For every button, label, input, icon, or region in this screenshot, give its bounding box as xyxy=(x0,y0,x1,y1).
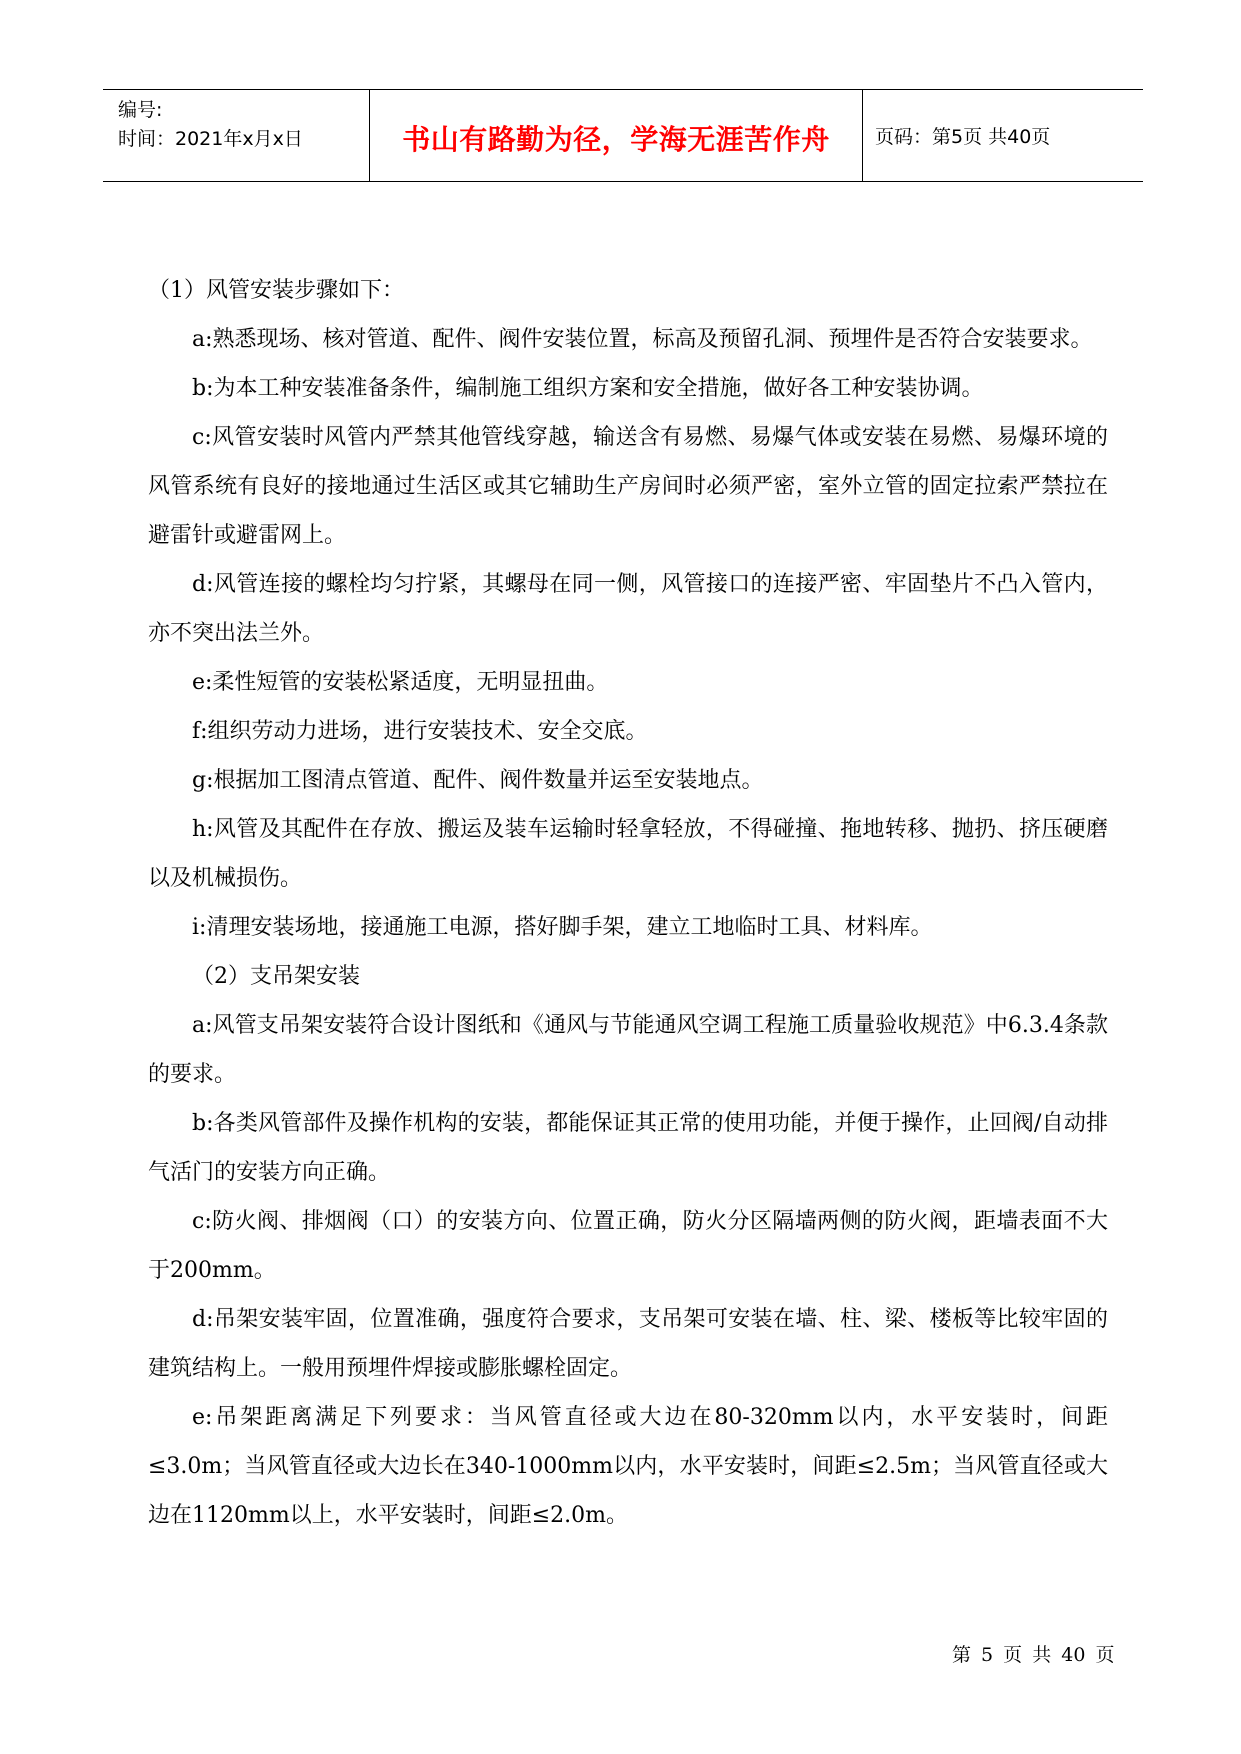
paragraph: c:风管安装时风管内严禁其他管线穿越，输送含有易燃、易爆气体或安装在易燃、易爆环境的风管系统有良好的接地通过生活区或其它辅助生产房间时必须严密，室外立管的固定拉索严禁拉在避雷针或避雷网上。 xyxy=(148,425,1108,548)
document-time-label: 时间：2021年x月x日 xyxy=(118,128,303,150)
header-meta xyxy=(103,90,370,181)
paragraph: b:各类风管部件及操作机构的安装，都能保证其正常的使用功能，并便于操作，止回阀/自动排气活门的安装方向正确。 xyxy=(148,1111,1108,1185)
paragraph: a:风管支吊架安装符合设计图纸和《通风与节能通风空调工程施工质量验收规范》中6.3.4条款的要求。 xyxy=(148,1013,1108,1087)
paragraph: d:吊架安装牢固，位置准确，强度符合要求，支吊架可安装在墙、柱、梁、楼板等比较牢固的建筑结构上。一般用预埋件焊接或膨胀螺栓固定。 xyxy=(148,1307,1108,1381)
section-heading-1: （1）风管安装步骤如下： xyxy=(148,278,404,303)
header-motto: 书山有路勤为径，学海无涯苦作舟 xyxy=(370,90,863,181)
section-heading-2: （2）支吊架安装 xyxy=(192,964,360,989)
paragraph: e:柔性短管的安装松紧适度，无明显扭曲。 xyxy=(192,670,609,695)
paragraph: a:熟悉现场、核对管道、配件、阀件安装位置，标高及预留孔洞、预埋件是否符合安装要求。 xyxy=(192,327,1093,352)
page-header xyxy=(103,89,1143,182)
paragraph: i:清理安装场地，接通施工电源，搭好脚手架，建立工地临时工具、材料库。 xyxy=(192,915,933,940)
paragraph: d:风管连接的螺栓均匀拧紧，其螺母在同一侧，风管接口的连接严密、牢固垫片不凸入管内，亦不突出法兰外。 xyxy=(148,572,1108,646)
paragraph: f:组织劳动力进场，进行安装技术、安全交底。 xyxy=(192,719,648,744)
header-page-info: 页码：第5页 共40页 xyxy=(875,126,1051,148)
paragraph: e:吊架距离满足下列要求：当风管直径或大边在80-320mm以内，水平安装时，间距≤3.0m；当风管直径或大边长在340-1000mm以内，水平安装时，间距≤2.5m；当风管直径或大边在1120mm以上，水平安装时，间距≤2.0m。 xyxy=(148,1405,1108,1528)
document-number-label: 编号: xyxy=(118,99,163,121)
paragraph: c:防火阀、排烟阀（口）的安装方向、位置正确，防火分区隔墙两侧的防火阀，距墙表面不大于200mm。 xyxy=(148,1209,1108,1283)
paragraph: h:风管及其配件在存放、搬运及装车运输时轻拿轻放，不得碰撞、拖地转移、抛扔、挤压硬磨以及机械损伤。 xyxy=(148,817,1108,891)
document-body xyxy=(148,266,1108,1540)
paragraph: g:根据加工图清点管道、配件、阀件数量并运至安装地点。 xyxy=(192,768,764,793)
page-footer: 第 5 页 共 40 页 xyxy=(952,1644,1115,1666)
paragraph: b:为本工种安装准备条件，编制施工组织方案和安全措施，做好各工种安装协调。 xyxy=(192,376,984,401)
